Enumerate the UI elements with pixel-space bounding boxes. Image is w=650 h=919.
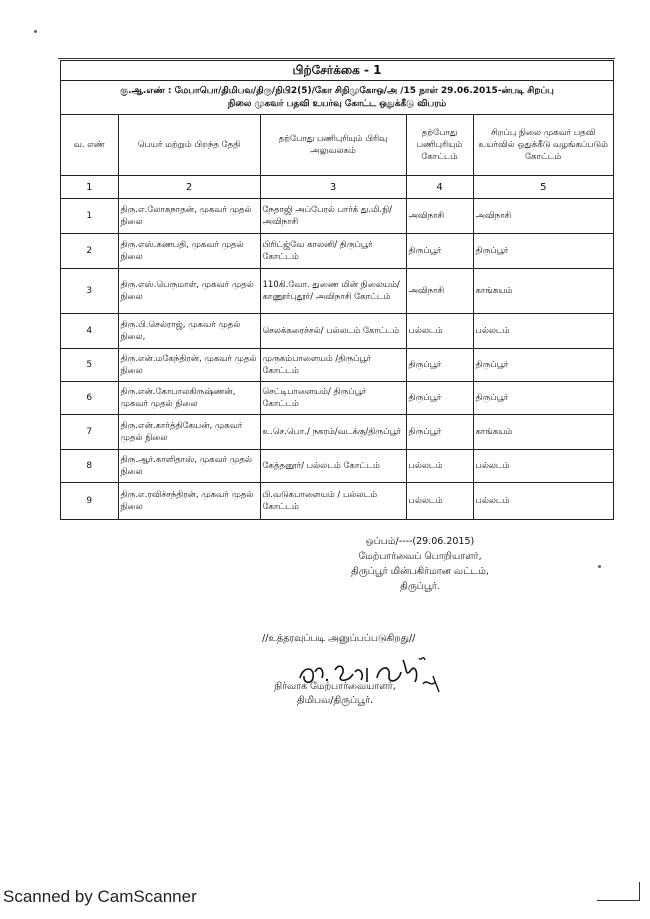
forwarding-office: திமிபவ/திருப்பூர்.	[296, 695, 374, 706]
row-office: பிரிட்ஜ்வே காலனி/ திருப்பூர் கோட்டம்	[260, 234, 406, 269]
row-name: திரு.எஸ்.பெருமாள், முகவர் முதல் நிலை	[118, 269, 260, 314]
header-sno: வ. எண்	[61, 115, 118, 176]
header-office: தற்போது பணிபுரியும் பிரிவு அலுவலகம்	[260, 115, 406, 176]
row-sno: 8	[61, 450, 118, 483]
row-allotted-division: காங்கயம்	[473, 269, 613, 314]
row-allotted-division: பல்லடம்	[473, 483, 613, 520]
row-name: திரு.எஸ்.கணபதி, முகவர் முதல் நிலை	[118, 234, 260, 269]
table-row	[61, 314, 613, 349]
row-name: திரு.என்.கோபாலகிருஷ்ணன், முகவர் முதல் நிலை	[118, 382, 260, 415]
column-number-row	[61, 176, 613, 199]
row-sno: 3	[61, 269, 118, 314]
page-corner-rule	[597, 900, 640, 901]
table-row	[61, 415, 613, 450]
row-sno: 1	[61, 199, 118, 234]
row-current-division: பல்லடம்	[406, 450, 473, 483]
forwarding-note: //உத்தரவுப்படி அனுப்பப்படுகிறது//	[262, 633, 416, 644]
row-allotted-division: அவிநாசி	[473, 199, 613, 234]
signature-line: ஒப்பம்/----(29.06.2015)	[365, 536, 475, 547]
row-office: செட்டிபாளையம்/ திருப்பூர் கோட்டம்	[260, 382, 406, 415]
row-allotted-division: காங்கயம்	[473, 415, 613, 450]
column-number: 1	[61, 176, 118, 199]
header-name: பெயர் மற்றும் பிறந்த தேதி	[118, 115, 260, 176]
forwarding-signatory	[260, 680, 410, 708]
row-office: கேத்தனூர்/ பல்லடம் கோட்டம்	[260, 450, 406, 483]
table-row	[61, 269, 613, 314]
table-row	[61, 382, 613, 415]
top-rule	[58, 58, 615, 59]
row-allotted-division: திருப்பூர்	[473, 234, 613, 269]
column-number: 3	[260, 176, 406, 199]
appendix-frame	[60, 60, 614, 520]
table-row	[61, 199, 613, 234]
row-sno: 5	[61, 349, 118, 382]
row-allotted-division: பல்லடம்	[473, 450, 613, 483]
signature-designation: மேற்பார்வைப் பொறியாளர்,	[358, 551, 482, 562]
row-sno: 2	[61, 234, 118, 269]
table-header-row	[61, 115, 613, 176]
row-allotted-division: பல்லடம்	[473, 314, 613, 349]
reference-heading	[61, 81, 613, 115]
row-office: உ.செ.பொ./ நகரம்/வடக்கு/திருப்பூர்	[260, 415, 406, 450]
row-current-division: திருப்பூர்	[406, 349, 473, 382]
row-office: 110கி.வோ. துணை மின் நிலையம்/ காணூர்புதூர்/ அவிநாசி கோட்டம்	[260, 269, 406, 314]
row-sno: 9	[61, 483, 118, 520]
row-office: பி.வடுகபாளையம் / பல்லடம் கோட்டம்	[260, 483, 406, 520]
row-current-division: திருப்பூர்	[406, 415, 473, 450]
page-corner-rule-vertical	[639, 882, 640, 900]
scan-speck	[34, 30, 37, 33]
header-current-division: தற்போது பணிபுரியும் கோட்டம்	[406, 115, 473, 176]
row-name: திரு.என்.மகேந்திரன், முகவர் முதல் நிலை	[118, 349, 260, 382]
row-sno: 7	[61, 415, 118, 450]
column-number: 5	[473, 176, 613, 199]
row-office: நேதாஜி அப்பேரல் பார்க் து.மி.நி/அவிநாசி	[260, 199, 406, 234]
row-name: திரு.என்.கார்த்திகேயன், முகவர் முதல் நிலை	[118, 415, 260, 450]
reference-line-2: நிலை முகவர் பதவி உயர்வு கோட்ட ஒதுக்கீடு விபரம்	[227, 99, 447, 109]
table-row	[61, 349, 613, 382]
row-current-division: அவிநாசி	[406, 199, 473, 234]
row-office: செலக்கரைச்சல்/ பல்லடம் கோட்டம்	[260, 314, 406, 349]
table-row	[61, 450, 613, 483]
signature-block	[320, 534, 520, 594]
signature-circle: திருப்பூர் மின்பகிர்மான வட்டம்,	[351, 566, 489, 577]
header-allotted-division: சிறப்பு நிலை முகவர் பதவி உயர்வில் ஒதுக்கீடு வழங்கப்படும் கோட்டம்	[473, 115, 613, 176]
scan-speck	[598, 565, 601, 568]
reference-line-1: கு.ஆ.எண் : மேபாபொ/திமிபவ/திரு/நிபி2(5)/கோ சிநிமுகோஒ/அ /15 நாள் 29.06.2015-ன்படி சிறப்பு	[120, 86, 554, 96]
row-office: முருகம்பாளையம் /திருப்பூர் கோட்டம்	[260, 349, 406, 382]
row-current-division: திருப்பூர்	[406, 234, 473, 269]
table-row	[61, 483, 613, 520]
row-allotted-division: திருப்பூர்	[473, 382, 613, 415]
signature-place: திருப்பூர்.	[400, 581, 440, 592]
row-sno: 6	[61, 382, 118, 415]
table-row	[61, 234, 613, 269]
row-allotted-division: திருப்பூர்	[473, 349, 613, 382]
allotment-table	[61, 115, 613, 519]
column-number: 4	[406, 176, 473, 199]
row-name: திரு.பி.செல்ராஜ், முகவர் முதல் நிலை,	[118, 314, 260, 349]
forwarding-designation: நிர்வாக மேற்பார்வையாளர்,	[274, 681, 396, 692]
row-sno: 4	[61, 314, 118, 349]
document-title: பிற்சேர்க்கை - 1	[61, 61, 613, 81]
row-current-division: பல்லடம்	[406, 314, 473, 349]
scanner-watermark: Scanned by CamScanner	[3, 887, 197, 906]
row-current-division: திருப்பூர்	[406, 382, 473, 415]
row-current-division: அவிநாசி	[406, 269, 473, 314]
column-number: 2	[118, 176, 260, 199]
row-name: திரு.எ.லோகநாதன், முகவர் முதல் நிலை	[118, 199, 260, 234]
row-name: திரு.ஆர்.காளிதாஸ், முகவர் முதல் நிலை	[118, 450, 260, 483]
row-current-division: பல்லடம்	[406, 483, 473, 520]
row-name: திரு.எ.ரவிச்சந்திரன், முகவர் முதல் நிலை	[118, 483, 260, 520]
